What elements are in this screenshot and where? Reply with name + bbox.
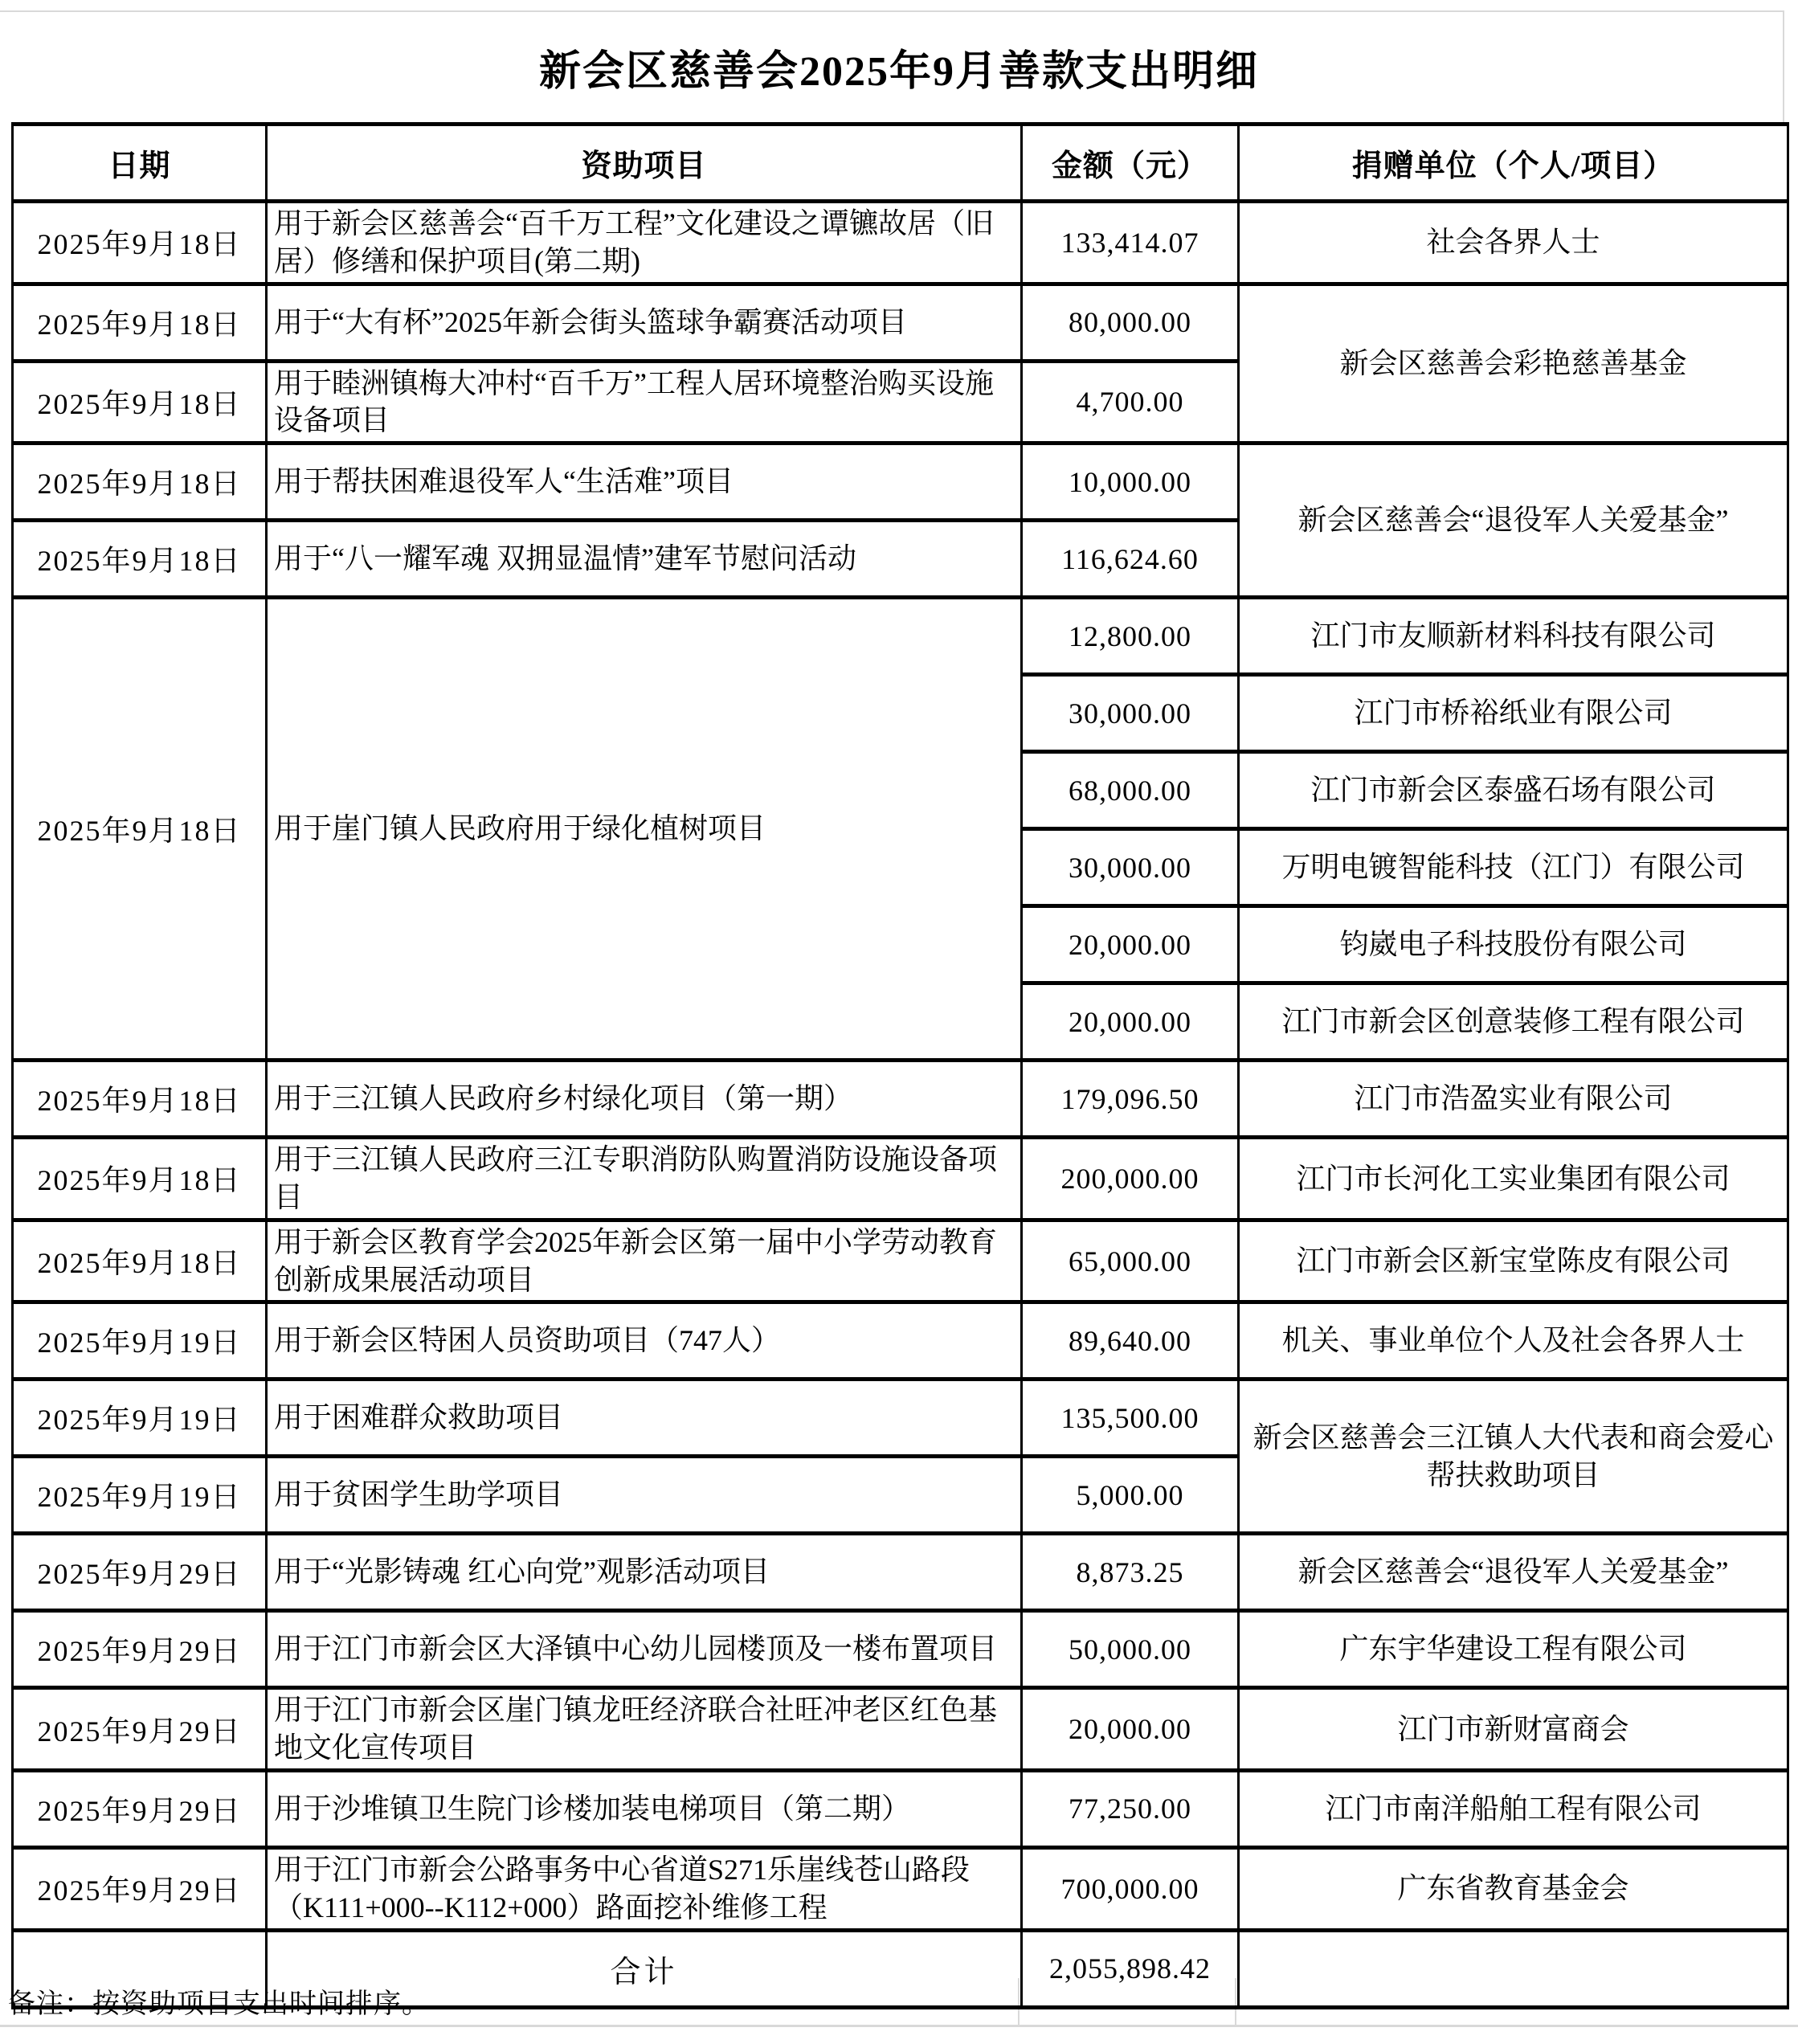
project-cell: 用于新会区教育学会2025年新会区第一届中小学劳动教育创新成果展活动项目 [267,1220,1022,1302]
date-cell: 2025年9月29日 [13,1611,267,1688]
donor-cell: 江门市新会区新宝堂陈皮有限公司 [1239,1220,1788,1302]
project-cell: 用于睦洲镇梅大冲村“百千万”工程人居环境整治购买设施设备项目 [267,361,1022,444]
col-header-3: 捐赠单位（个人/项目） [1239,125,1788,202]
donor-cell: 江门市桥裕纸业有限公司 [1239,675,1788,752]
amount-cell: 80,000.00 [1022,284,1239,361]
amount-cell: 20,000.00 [1022,1688,1239,1771]
date-cell: 2025年9月18日 [13,521,267,598]
table-row [13,1770,1788,1847]
project-cell: 用于“光影铸魂 红心向党”观影活动项目 [267,1534,1022,1611]
amount-cell: 4,700.00 [1022,361,1239,444]
project-cell: 用于贫困学生助学项目 [267,1457,1022,1534]
date-cell: 2025年9月19日 [13,1457,267,1534]
amount-cell: 8,873.25 [1022,1534,1239,1611]
donor-cell: 社会各界人士 [1239,202,1788,284]
project-cell: 用于江门市新会区崖门镇龙旺经济联合社旺冲老区红色基地文化宣传项目 [267,1688,1022,1771]
amount-cell: 20,000.00 [1022,983,1239,1061]
date-cell: 2025年9月29日 [13,1770,267,1847]
table-row [13,1302,1788,1380]
donor-cell: 钧崴电子科技股份有限公司 [1239,906,1788,983]
table-row [13,1534,1788,1611]
col-header-0: 日期 [13,125,267,202]
donor-cell: 新会区慈善会彩艳慈善基金 [1239,284,1788,444]
date-cell: 2025年9月19日 [13,1302,267,1380]
expense-table-body [13,202,1788,2008]
amount-cell: 68,000.00 [1022,752,1239,829]
project-cell: 用于困难群众救助项目 [267,1380,1022,1457]
page-title: 新会区慈善会2025年9月善款支出明细 [538,48,1259,95]
donor-cell: 广东省教育基金会 [1239,1847,1788,1930]
project-cell: 用于江门市新会公路事务中心省道S271乐崖线苍山路段（K111+000--K112+000）路面挖补维修工程 [267,1847,1022,1930]
donor-cell: 江门市新会区泰盛石场有限公司 [1239,752,1788,829]
date-cell: 2025年9月18日 [13,444,267,521]
project-cell: 用于帮扶困难退役军人“生活难”项目 [267,444,1022,521]
donor-cell: 江门市新会区创意装修工程有限公司 [1239,983,1788,1061]
donor-cell: 新会区慈善会“退役军人关爱基金” [1239,1534,1788,1611]
table-row [13,1688,1788,1771]
date-cell: 2025年9月18日 [13,1138,267,1220]
table-row [13,284,1788,361]
amount-cell: 179,096.50 [1022,1061,1239,1138]
donor-cell: 广东宇华建设工程有限公司 [1239,1611,1788,1688]
amount-cell: 20,000.00 [1022,906,1239,983]
amount-cell: 12,800.00 [1022,598,1239,675]
amount-cell: 116,624.60 [1022,521,1239,598]
donor-cell: 江门市友顺新材料科技有限公司 [1239,598,1788,675]
date-cell: 2025年9月18日 [13,202,267,284]
date-cell: 2025年9月18日 [13,1220,267,1302]
amount-cell: 89,640.00 [1022,1302,1239,1380]
col-header-1: 资助项目 [267,125,1022,202]
amount-cell: 30,000.00 [1022,829,1239,906]
amount-cell: 5,000.00 [1022,1457,1239,1534]
donor-cell: 万明电镀智能科技（江门）有限公司 [1239,829,1788,906]
project-cell: 用于“八一耀军魂 双拥显温情”建军节慰问活动 [267,521,1022,598]
project-cell: 用于三江镇人民政府三江专职消防队购置消防设施设备项目 [267,1138,1022,1220]
project-cell: 用于沙堆镇卫生院门诊楼加装电梯项目（第二期） [267,1770,1022,1847]
amount-cell: 10,000.00 [1022,444,1239,521]
expense-table [11,122,1789,2009]
date-cell: 2025年9月18日 [13,361,267,444]
project-cell: 用于崖门镇人民政府用于绿化植树项目 [267,598,1022,1061]
date-cell: 2025年9月29日 [13,1847,267,1930]
amount-cell: 2,055,898.42 [1022,1930,1239,2007]
donor-cell: 江门市新财富商会 [1239,1688,1788,1771]
table-row [13,1611,1788,1688]
project-cell: 用于江门市新会区大泽镇中心幼儿园楼顶及一楼布置项目 [267,1611,1022,1688]
footnote: 备注：按资助项目支出时间排序。 [8,1989,430,2019]
date-cell: 2025年9月29日 [13,1534,267,1611]
table-row [13,1380,1788,1457]
gridline-bottom [0,2025,1798,2027]
project-cell: 用于“大有杯”2025年新会街头篮球争霸赛活动项目 [267,284,1022,361]
table-row [13,1061,1788,1138]
amount-cell: 30,000.00 [1022,675,1239,752]
amount-cell: 133,414.07 [1022,202,1239,284]
project-cell: 用于三江镇人民政府乡村绿化项目（第一期） [267,1061,1022,1138]
date-cell: 2025年9月18日 [13,284,267,361]
donor-cell: 新会区慈善会三江镇人大代表和商会爱心帮扶救助项目 [1239,1380,1788,1534]
table-row [13,444,1788,521]
table-row [13,1138,1788,1220]
amount-cell: 200,000.00 [1022,1138,1239,1220]
expense-table-header-row [13,125,1788,202]
project-cell: 用于新会区特困人员资助项目（747人） [267,1302,1022,1380]
date-cell: 2025年9月19日 [13,1380,267,1457]
amount-cell: 135,500.00 [1022,1380,1239,1457]
date-cell: 2025年9月29日 [13,1688,267,1771]
gridline-top [0,10,1784,12]
donor-cell: 江门市浩盈实业有限公司 [1239,1061,1788,1138]
donor-cell: 机关、事业单位个人及社会各界人士 [1239,1302,1788,1380]
donor-cell: 江门市南洋船舶工程有限公司 [1239,1770,1788,1847]
amount-cell: 65,000.00 [1022,1220,1239,1302]
date-cell: 2025年9月18日 [13,598,267,1061]
table-row [13,598,1788,675]
col-header-2: 金额（元） [1022,125,1239,202]
table-row [13,202,1788,284]
total-cell: 合计 [267,1930,1022,2007]
project-cell: 用于新会区慈善会“百千万工程”文化建设之谭镳故居（旧居）修缮和保护项目(第二期) [267,202,1022,284]
table-row [13,1220,1788,1302]
donor-cell: 江门市长河化工实业集团有限公司 [1239,1138,1788,1220]
amount-cell: 50,000.00 [1022,1611,1239,1688]
amount-cell: 77,250.00 [1022,1770,1239,1847]
donor-cell: 新会区慈善会“退役军人关爱基金” [1239,444,1788,598]
date-cell: 2025年9月18日 [13,1061,267,1138]
amount-cell: 700,000.00 [1022,1847,1239,1930]
table-row [13,1847,1788,1930]
